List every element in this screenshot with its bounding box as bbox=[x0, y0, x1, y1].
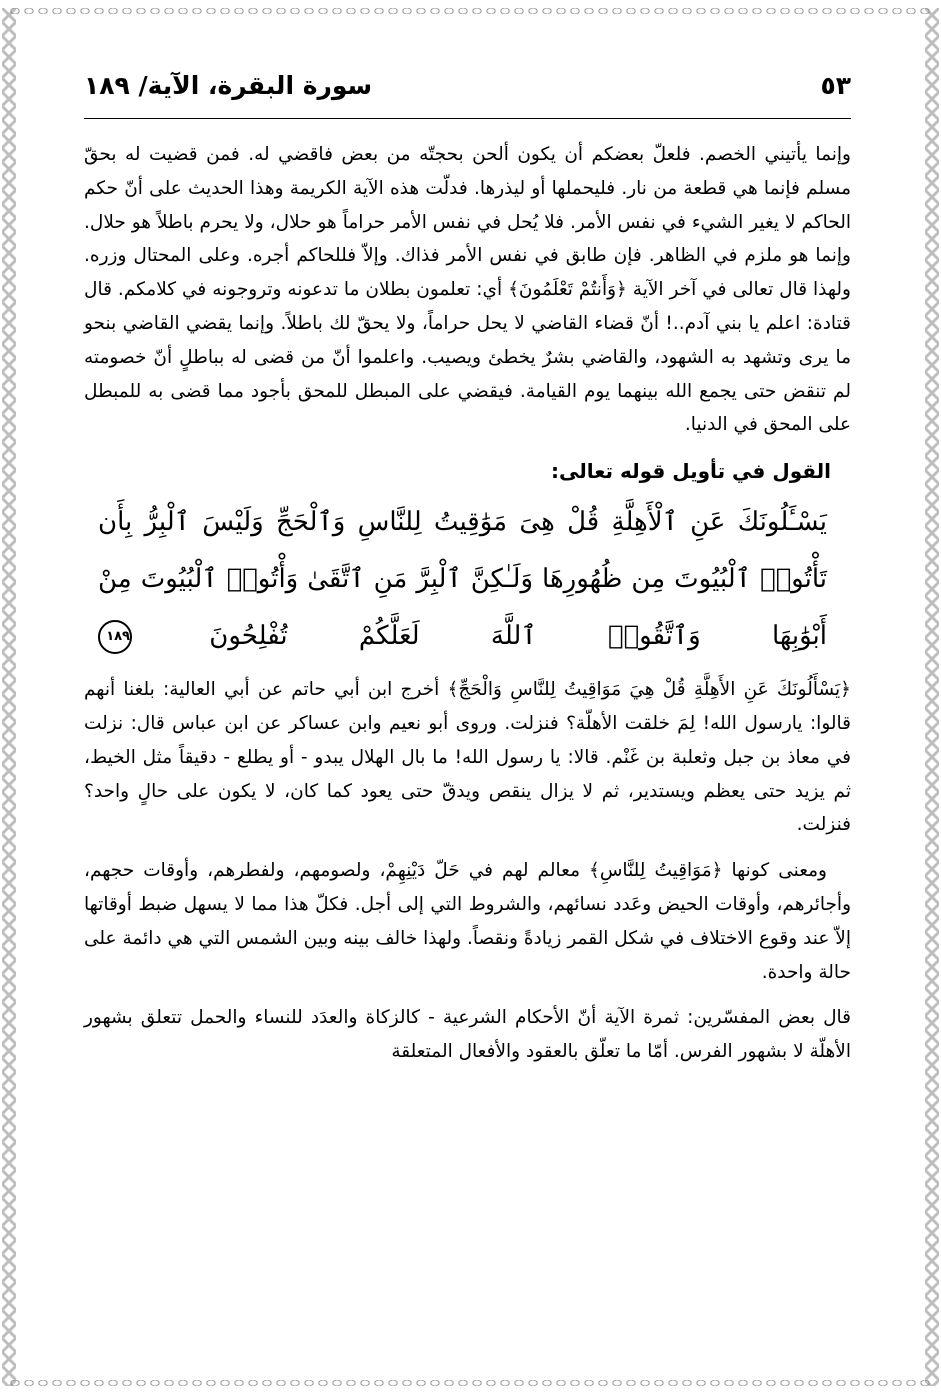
section-heading: القول في تأويل قوله تعالى: bbox=[551, 459, 831, 484]
decorative-border-left bbox=[2, 8, 16, 1386]
decorative-border-right bbox=[925, 8, 939, 1386]
body-paragraph: وإنما يأتيني الخصم. فلعلّ بعضكم أن يكون ألحن بحجتّه من بعض فاقضي له. فمن قضيت له بحقّ مسلم فإنما هي قطعة من نار. فليحملها أو ليذرها. فدلّت هذه الآية الكريمة وهذا الحديث على أنّ حكم الحاكم لا يغير الشيء في نفس الأمر. فلا يُحل في نفس الأمر حراماً هو حلال، ولا يحرم باطلاً هو حلال. وإنما هو ملزم في الظاهر. فإن طابق في نفس الأمر فذاك. وإلاّ فللحاكم أجره. وعلى المحتال وزره. ولهذا قال تعالى في آخر الآية ﴿وَأَنتُمْ تَعْلَمُونَ﴾ أي: تعلمون بطلان ما تدعونه وتروجونه في كلامكم. قال قتادة: اعلم يا بني آدم..! أنّ قضاء القاضي لا يحل حراماً، ولا يحقّ لك باطلاً. وإنما يقضي القاضي بنحو ما يرى وتشهد به الشهود، والقاضي بشرٌ يخطئ ويصيب. واعلموا أنّ من قضى له بباطلٍ أنّ خصومته لم تنقض حتى يجمع الله بينهما يوم القيامة. فيقضي على المبطل للمحق بأجود مما قضى به للمبطل على المحق في الدنيا. bbox=[84, 144, 851, 436]
page-number: ٥٣ bbox=[820, 70, 851, 100]
body-paragraph: ومعنى كونها ﴿مَوَاقِيتُ لِلنَّاسِ﴾ معالم لهم في حَلّ دَيْنِهِمْ، ولصومهم، ولفطرهم، وأوقات حجهم، وأجائرهم، وأوقات الحيض وعَدد نسائهم، والشروط التي إلى أجل. فكلّ هذا مما لا يسهل ضبط أوقاتها إلاّ عند وقوع الاختلاف في شكل القمر زيادةً ونقصاً. ولهذا خالف بينه وبين الشمس التي هي دائمة على حالة واحدة. bbox=[83, 860, 851, 983]
page-header bbox=[84, 60, 851, 110]
verse-number-marker: ١٨٩ bbox=[98, 620, 132, 654]
quran-verse bbox=[98, 494, 827, 665]
decorative-border-top bbox=[8, 4, 933, 18]
body-paragraph: ﴿يَسْأَلُونَكَ عَنِ الأَهِلَّةِ قُلْ هِيَ مَوَاقِيتُ لِلنَّاسِ وَالْحَجِّ﴾ أخرج ابن أبي حاتم عن أبي العالية: بلغنا أنهم قالوا: يارسول الله! لِمَ خلقت الأهلّة؟ فنزلت. وروى أبو نعيم وابن عساكر عن ابن عباس قال: نزلت في معاذ بن جبل وثعلبة بن غَنْم. قالا: يا رسول الله! ما بال الهلال يبدو - أو يطلع - دقيقاً مثل الخيط، ثم يزيد حتى يعظم ويستدير، ثم لا يزال ينقص ويدقّ حتى يعود كما كان، لا يكون على حالٍ واحد؟ فنزلت. bbox=[84, 679, 851, 836]
body-paragraph: قال بعض المفسّرين: ثمرة الآية أنّ الأحكام الشرعية - كالزكاة والعدَد للنساء والحمل تتعلق بشهور الأهلّة لا بشهور الفرس. أمّا ما تعلّق بالعقود والأفعال المتعلقة bbox=[84, 1007, 851, 1063]
header-divider bbox=[84, 118, 851, 119]
running-title: سورة البقرة، الآية/ ١٨٩ bbox=[84, 70, 373, 100]
verse-text: يَسْـَٔلُونَكَ عَنِ ٱلْأَهِلَّةِ قُلْ هِىَ مَوَٰقِيتُ لِلنَّاسِ وَٱلْحَجِّ وَلَيْسَ ٱلْبِرُّ بِأَن تَأْتُوا۟ ٱلْبُيُوتَ مِن ظُهُورِهَا وَلَـٰكِنَّ ٱلْبِرَّ مَنِ ٱتَّقَىٰ وَأْتُوا۟ ٱلْبُيُوتَ مِنْ أَبْوَٰبِهَا وَٱتَّقُوا۟ ٱللَّهَ لَعَلَّكُمْ تُفْلِحُونَ bbox=[98, 507, 827, 652]
decorative-border-bottom bbox=[8, 1376, 933, 1390]
page-body bbox=[84, 138, 851, 1069]
